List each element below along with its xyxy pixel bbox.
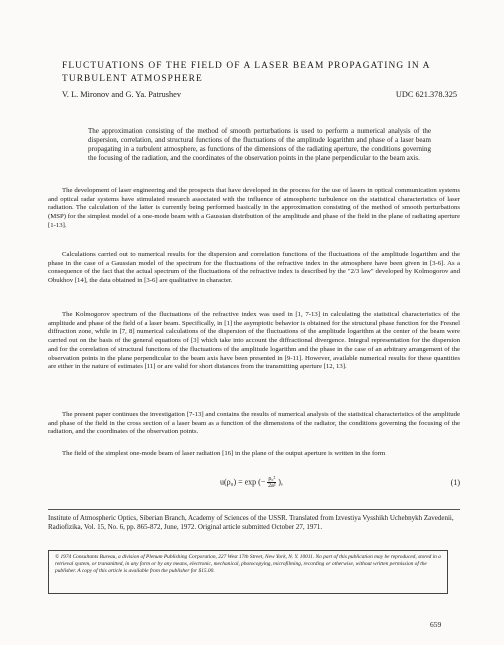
- page-number: 659: [430, 620, 442, 629]
- udc-code: UDC 621.378.325: [395, 90, 457, 99]
- footnote-divider: [48, 509, 460, 510]
- body-paragraph-4: The present paper continues the investigation [7-13] and contains the results of numerical analysis of the statistical characteristics of the amplitude and phase of the field in the cross section of a laser beam as a function of the dimensions of the radiator, the conditions governing the focusing of the radiation, and the coordinates of the observation points.: [48, 411, 460, 436]
- equation-paren-open: (−: [258, 477, 266, 487]
- affiliation-footnote: Institute of Atmospheric Optics, Siberian Branch, Academy of Sciences of the USSR. Translated from Izvestiya Vysshikh Uchebnykh Zavedenii, Radiofizika, Vol. 15, No. 6, pp. 865-872, June, 1972. Original article submitted October 27, 1971.: [48, 514, 454, 531]
- equation-paren-close: ),: [278, 477, 283, 487]
- equation-lhs: u(ρ₀) = exp: [220, 477, 257, 487]
- equation-numerator: ρ₀²: [268, 476, 276, 482]
- authors: V. L. Mironov and G. Ya. Patrushev: [62, 90, 181, 99]
- body-paragraph-3: The Kolmogorov spectrum of the fluctuations of the refractive index was used in [1, 7-13] in calculating the statistical characteristics of the amplitude and phase of the field of a laser beam. Specifically, in [1] the asymptotic behavior is obtained for the structural phase function for the Fresnel diffraction zone, while in [7, 8] numerical calculations of the dispersion of the fluctuations of the amplitude logarithm at the center of the beam were carried out on the basis of the general equations of [3] which take into account the diffractional divergence. Integral representation for the dispersion and for the correlation of structural functions of the fluctuations of the amplitude logarithm and the phase in the case of an arbitrary arrangement of the observation points in the plane perpendicular to the beam axis have been presented in [9-11]. However, available numerical results for these quantities are either in the nature of estimates [11] or are valid for short distances from the transmitting aperture [12, 13].: [48, 311, 460, 371]
- abstract: The approximation consisting of the method of smooth perturbations is used to perform a numerical analysis of the dispersion, correlation, and structural functions of the fluctuations of the amplitude logarithm and phase of a laser beam propagating in a turbulent atmosphere, as functions of the dimensions of the radiating aperture, the conditions governing the focusing of the radiation, and the coordinates of the observation points in the plane perpendicular to the beam axis.: [88, 127, 431, 163]
- body-paragraph-5: The field of the simplest one-mode beam of laser radiation [16] in the plane of the output aperture is written in the form: [62, 450, 386, 457]
- equation-denominator: 2a²: [268, 483, 276, 489]
- copyright-notice: © 1974 Consultants Bureau, a division of Plenum Publishing Corporation, 227 West 17th Street, New York, N. Y. 10011. No part of this publication may be reproduced, stored in a retrieval system, or transmitted, in any form or by any means, electronic, mechanical, photocopying, microfilming, recording or otherwise, without written permission of the publisher. A copy of this article is available from the publisher for $15.00.: [48, 550, 448, 594]
- body-paragraph-1: The development of laser engineering and the prospects that have developed in the process for the use of lasers in optical communication systems and optical radar systems have stimulated research associated with the influence of atmospheric turbulence on the statistical characteristics of laser radiation. The calculation of the latter is currently being performed basically in the approximation consisting of the method of smooth perturbations (MSP) for the simplest model of a one-mode beam with a Gaussian distribution of the amplitude and phase of the field in the plane of radiating aperture [1-13].: [48, 187, 460, 229]
- byline: [62, 90, 457, 99]
- equation-1: [220, 476, 460, 489]
- body-paragraph-2: Calculations carried out to numerical results for the dispersion and correlation functions of the fluctuations of the amplitude logarithm and the phase in the case of a Gaussian model of the spectrum for the fluctuations of the refractive index in the atmosphere have been given in [3-6]. As a consequence of the fact that the actual spectrum of the fluctuations of the refractive index is described by the "2/3 law" developed by Kolmogorov and Obukhov [14], the data obtained in [3-6] are qualitative in character.: [48, 251, 460, 285]
- equation-body: [220, 476, 283, 489]
- article-title: FLUCTUATIONS OF THE FIELD OF A LASER BEAM PROPAGATING IN A TURBULENT ATMOSPHERE: [62, 61, 430, 84]
- equation-number: (1): [450, 478, 460, 487]
- equation-fraction: [267, 476, 276, 489]
